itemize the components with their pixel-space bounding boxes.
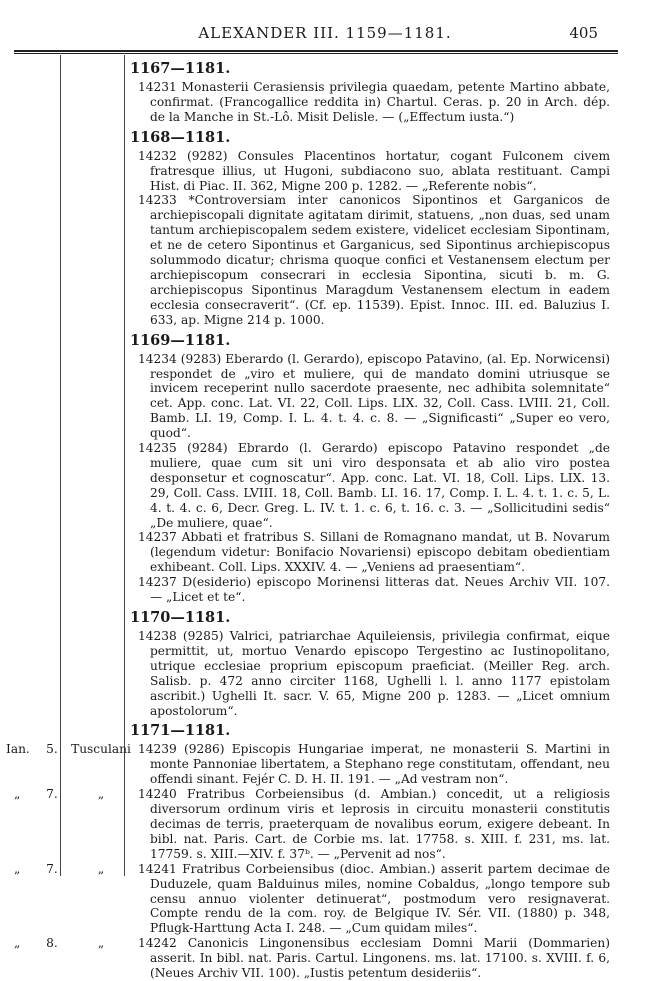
margin-month: „ <box>14 936 21 951</box>
regest-entry <box>130 575 610 605</box>
page-number: 405 <box>569 24 598 42</box>
regest-number: 14235 <box>138 441 177 456</box>
regest-entry <box>130 530 610 575</box>
regest-text: (9286) Episcopis Hungariae imperat, ne monasterii S. Martini in monte Pannoniae libertatem, a Stephano rege constitutam, offendant, neu offendi sinant. Fejér C. D. H. II. 191. — „Ad vestram non“. <box>150 742 610 787</box>
running-title: ALEXANDER III. 1159—1181. <box>198 24 452 42</box>
regest-number: 14242 <box>138 936 177 951</box>
regest-entry <box>130 936 610 981</box>
regest-text: Fratribus Corbeiensibus (d. Ambian.) concedit, ut a religiosis diversorum ordinum viris et leprosis in circuitu monasterii constitutis decimas de terris, praeterquam de novalibus eorum, exigere debeant. In bibl. nat. Paris. Cart. de Corbie ms. lat. 17758. s. XIII. f. 231, ms. lat. 17759. s. XIII.—XIV. f. 37ᵇ. — „Pervenit ad nos“. <box>150 787 610 861</box>
header-rule-thin <box>14 53 618 54</box>
period-heading: 1169—1181. <box>130 331 231 349</box>
margin-place: Tusculani <box>71 742 131 757</box>
period-heading: 1168—1181. <box>130 128 231 146</box>
header-rule-thick <box>14 50 618 52</box>
regest-entry <box>130 149 610 194</box>
regest-entry <box>130 742 610 787</box>
margin-place: „ <box>97 936 105 951</box>
period-heading: 1167—1181. <box>130 60 231 77</box>
regest-number: 14233 <box>138 193 177 208</box>
regest-text: (9283) Eberardo (l. Gerardo), episcopo Patavino, (al. Ep. Norwicensi) respondet de „viro et muliere, qui de mandato domini utriusque se invicem receperint nullo sacerdote praesente, nec adhibita solemnitate“ cet. App. conc. Lat. VI. 22, Coll. Lips. LIX. 32, Coll. Cass. LVIII. 21, Coll. Bamb. LI. 19, Comp. I. L. 4. t. 4. c. 8. — „Significasti“ „Super eo vero, quod“. <box>150 351 610 441</box>
margin-day: 7. <box>46 787 58 802</box>
period-heading: 1170—1181. <box>130 609 231 626</box>
regest-number: 14240 <box>138 787 177 802</box>
regest-entry <box>130 80 610 125</box>
margin-place: „ <box>97 787 105 802</box>
regest-number: 14232 <box>138 148 177 163</box>
regest-text: Fratribus Corbeiensibus (dioc. Ambian.) asserit partem decimae de Duduzele, quam Balduinus miles, nomine Cobaldus, „longo tempore sub censu annuo violenter detinuerat“, postmodum vero resignaverat. Compte rendu de la com. roy. de Belgique IV. Sér. VII. (1880) p. 348, Pflugk-Harttung Acta I. 248. — „Cum quidam miles“. <box>150 861 610 936</box>
regest-number: 14239 <box>138 742 177 757</box>
regest-number: 14238 <box>138 629 177 643</box>
regest-entry <box>130 352 610 441</box>
regest-number: 14231 <box>138 80 177 94</box>
margin-day: 7. <box>46 861 58 876</box>
regest-number: 14241 <box>138 861 177 876</box>
regest-number: 14234 <box>138 351 177 366</box>
regest-text: D(esiderio) episcopo Morinensi litteras dat. Neues Archiv VII. 107. — „Licet et te“. <box>150 575 610 605</box>
page-header <box>0 24 650 46</box>
regest-text: (9285) Valrici, patriarchae Aquileiensis, privilegia confirmat, eique permittit, ut, mortuo Venardo episcopo Tergestino ac Iustinopolitano, utrique ecclesiae proprium episcopum praeficiat. (Meiller Reg. arch. Salisb. p. 472 anno circiter 1168, Ughelli l. l. anno 1177 epistolam ascribit.) Ughelli It. sacr. V. 65, Migne 200 p. 1283. — „Licet omnium apostolorum“. <box>150 629 610 718</box>
regest-text: Canonicis Lingonensibus ecclesiam Domni Marii (Dommarien) asserit. In bibl. nat. Paris. Cartul. Lingonens. ms. lat. 17100. s. XVIII. f. 6, (Neues Archiv VII. 100). „Iustis petentum desideriis“. <box>150 936 610 981</box>
regest-number: 14237 <box>138 575 177 590</box>
margin-month: „ <box>14 787 21 802</box>
regest-entry <box>130 193 610 327</box>
regest-text: (9284) Ebrardo (l. Gerardo) episcopo Patavino respondet „de muliere, quae cum sit uni viro desponsata et ab alio viro postea desponsetur et cognoscatur“. App. conc. Lat. VI. 18, Coll. Lips. LIX. 13. 29, Coll. Cass. LVIII. 18, Coll. Bamb. LI. 16. 17, Comp. I. L. 4. t. 1. c. 5, L. 4. t. 4. c. 6, Decr. Greg. L. IV. t. 1. c. 6, t. 16. c. 3. — „Sollicitudini sedis“ „De muliere, quae“. <box>150 441 610 530</box>
regest-text: Monasterii Cerasiensis privilegia quaedam, petente Martino abbate, confirmat. (Francogallice reddita in) Chartul. Ceras. p. 20 in Arch. dép. de la Manche in St.-Lô. Misit Delisle. — („Effectum iusta.“) <box>150 80 611 124</box>
regest-entry <box>130 862 610 937</box>
regest-text: (9282) Consules Placentinos hortatur, cogant Fulconem civem fratresque illius, ut Hugoni, subdiacono suo, ablata restituant. Campi Hist. di Piac. II. 362, Migne 200 p. 1282. — „Referente nobis“. <box>150 148 610 193</box>
period-heading: 1171—1181. <box>130 722 231 740</box>
regesta-body <box>130 56 610 981</box>
margin-place: „ <box>97 861 105 876</box>
regest-text: Abbati et fratribus S. Sillani de Romagnano mandat, ut B. Novarum (legendum videtur: Bonifacio Novariensi) episcopo debitam obedientiam exhibeant. Coll. Lips. XXXIV. 4. — „Veniens ad praesentiam“. <box>150 530 610 575</box>
margin-day: 8. <box>46 936 58 951</box>
margin-day: 5. <box>46 742 58 757</box>
regest-entry <box>130 787 610 862</box>
margin-month: „ <box>14 861 21 876</box>
regest-text: *Controversiam inter canonicos Sipontinos et Garganicos de archiepiscopali dignitate agitatam dirimit, statuens, „non duas, sed unam tantum archiepiscopalem sedem existere, videlicet ecclesiam Sipontinam, et ne de cetero Sipontinus et Garganicus, sed Sipontinus archiepiscopus solummodo dicatur; chrisma quoque confici et Vestanensem electum per archiepiscopum consecrari in ecclesia Sipontina, sicuti b. m. G. archiepiscopus Sipontinus Maragdum Vestanensem electum in eadem ecclesia consecraverit“. (Cf. ep. 11539). Epist. Innoc. III. ed. Baluzius I. 633, ap. Migne 214 p. 1000. <box>150 193 611 327</box>
regest-entry <box>130 441 610 530</box>
margin-month: Ian. <box>6 742 30 757</box>
regest-entry <box>130 629 610 718</box>
regest-number: 14237 <box>138 530 177 545</box>
